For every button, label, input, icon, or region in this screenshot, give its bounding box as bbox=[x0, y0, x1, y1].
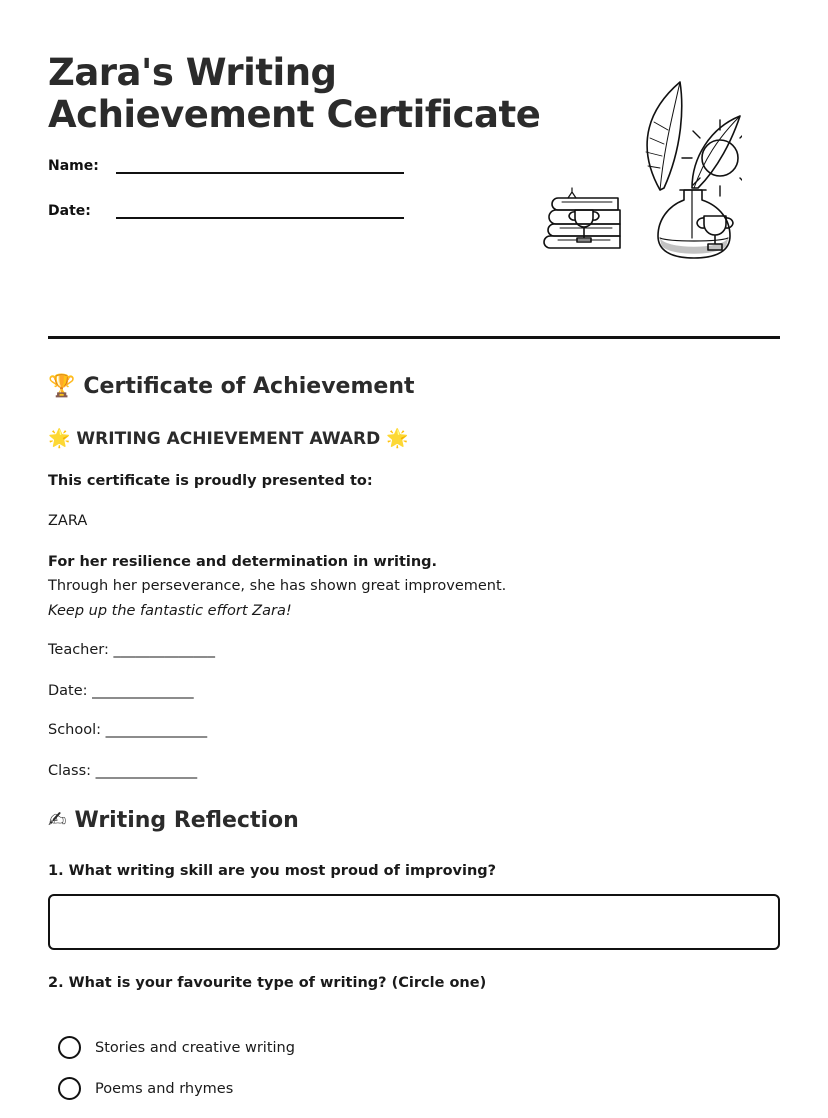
reflection-heading-text: Writing Reflection bbox=[74, 808, 299, 833]
answer-box-1[interactable] bbox=[48, 894, 780, 950]
certificate-heading bbox=[48, 374, 415, 399]
book-3 bbox=[549, 210, 620, 224]
name-field bbox=[48, 158, 404, 174]
writing-hand-icon: ✍ bbox=[48, 808, 67, 833]
encouragement-text: Keep up the fantastic effort Zara! bbox=[48, 603, 292, 619]
quill-inkwell-illustration bbox=[542, 78, 742, 263]
reason-text: For her resilience and determination in writing. bbox=[48, 554, 438, 570]
section-divider bbox=[48, 336, 780, 339]
glowing-star-icon: 🌟 bbox=[386, 428, 409, 449]
title-line-1: Zara's Writing bbox=[48, 51, 337, 94]
award-heading bbox=[48, 428, 409, 449]
title-line-2: Achievement Certificate bbox=[48, 93, 541, 136]
option-poems[interactable] bbox=[58, 1077, 233, 1100]
teacher-field[interactable]: Teacher: ______________ bbox=[48, 642, 215, 658]
option-circle[interactable] bbox=[58, 1036, 81, 1059]
date-field bbox=[48, 203, 404, 219]
recipient-name: ZARA bbox=[48, 513, 88, 529]
name-line[interactable] bbox=[116, 158, 404, 174]
certificate-heading-text: Certificate of Achievement bbox=[83, 374, 415, 399]
question-2: 2. What is your favourite type of writing? (Circle one) bbox=[48, 975, 487, 991]
question-1: 1. What writing skill are you most proud of improving? bbox=[48, 863, 497, 879]
trophy-icon: 🏆 bbox=[48, 374, 76, 399]
date-label: Date: bbox=[48, 203, 91, 219]
option-label: Stories and creative writing bbox=[95, 1039, 295, 1056]
option-stories[interactable] bbox=[58, 1036, 295, 1059]
reflection-heading bbox=[48, 808, 299, 833]
presented-to-text: This certificate is proudly presented to: bbox=[48, 473, 373, 489]
option-label: Poems and rhymes bbox=[95, 1080, 234, 1097]
school-field[interactable]: School: ______________ bbox=[48, 722, 208, 738]
class-field[interactable]: Class: ______________ bbox=[48, 763, 198, 779]
name-label: Name: bbox=[48, 158, 99, 174]
small-feather bbox=[692, 116, 740, 188]
glowing-star-icon: 🌟 bbox=[48, 428, 71, 449]
certificate-date-field[interactable]: Date: ______________ bbox=[48, 683, 194, 699]
certificate-header bbox=[48, 52, 780, 282]
award-heading-text: WRITING ACHIEVEMENT AWARD bbox=[76, 428, 381, 449]
book-ribbon bbox=[568, 188, 576, 198]
option-circle[interactable] bbox=[58, 1077, 81, 1100]
detail-text: Through her perseverance, she has shown great improvement. bbox=[48, 578, 507, 594]
book-4 bbox=[552, 198, 618, 210]
date-line[interactable] bbox=[116, 203, 404, 219]
small-trophy-left bbox=[569, 210, 599, 242]
